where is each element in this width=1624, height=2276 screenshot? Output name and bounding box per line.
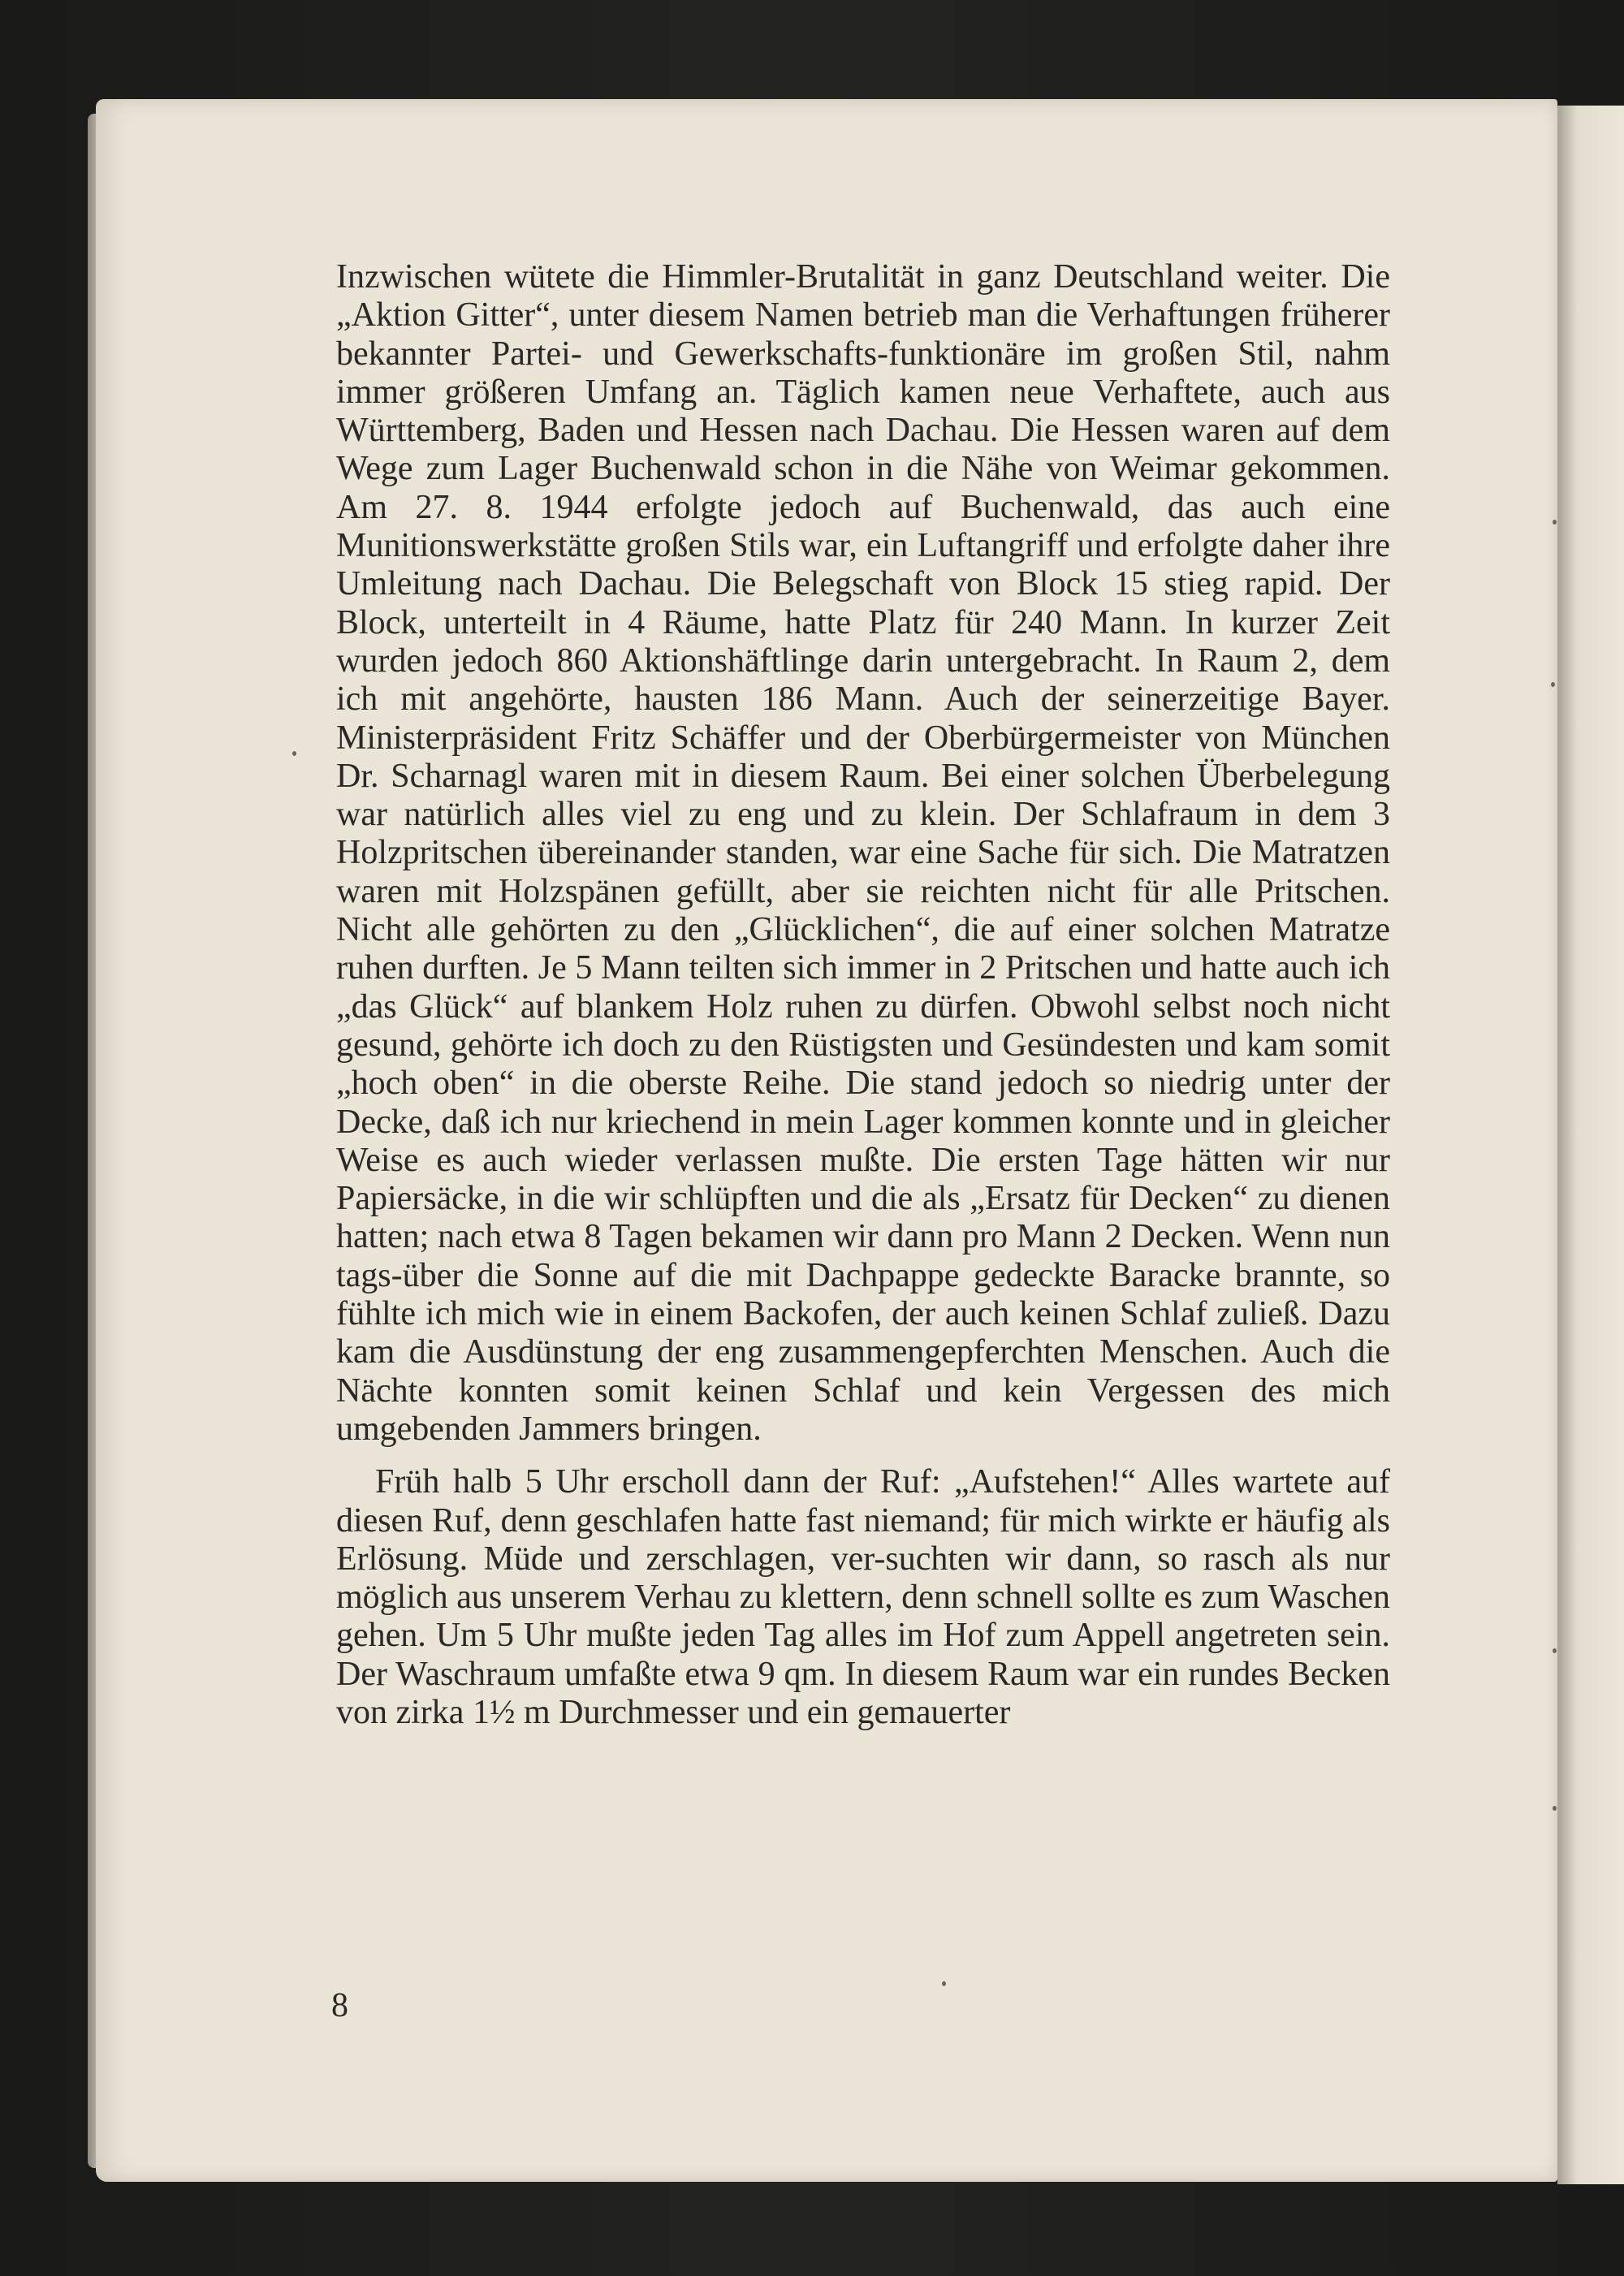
paper-speck [942,1981,946,1986]
paper-speck [1553,1648,1557,1653]
paper-speck [1553,1806,1557,1811]
paragraph-1: Inzwischen wütete die Himmler-Brutalität in ganz Deutschland weiter. Die „Aktion Gitter“, unter diesem Namen betrieb man die Verhaftungen früherer bekannter Partei- und Gewerkschafts-funktionäre im großen Stil, nahm immer größeren Umfang an. Täglich kamen neue Verhaftete, auch aus Württemberg, Baden und Hessen nach Dachau. Die Hessen waren auf dem Wege zum Lager Buchenwald schon in die Nähe von Weimar gekommen. Am 27. 8. 1944 erfolgte jedoch auf Buchenwald, das auch eine Munitionswerkstätte großen Stils war, ein Luftangriff und erfolgte daher ihre Umleitung nach Dachau. Die Belegschaft von Block 15 stieg rapid. Der Block, unterteilt in 4 Räume, hatte Platz für 240 Mann. In kurzer Zeit wurden jedoch 860 Aktionshäftlinge darin untergebracht. In Raum 2, dem ich mit angehörte, hausten 186 Mann. Auch der seinerzeitige Bayer. Ministerpräsident Fritz Schäffer und der Oberbürgermeister von München Dr. Scharnagl waren mit in diesem Raum. Bei einer solchen Überbelegung war natürlich alles viel zu eng und zu klein. Der Schlafraum in dem 3 Holzpritschen übereinander standen, war eine Sache für sich. Die Matratzen waren mit Holzspänen gefüllt, aber sie reichten nicht für alle Pritschen. Nicht alle gehörten zu den „Glücklichen“, die auf einer solchen Matratze ruhen durften. Je 5 Mann teilten sich immer in 2 Pritschen und hatte auch ich „das Glück“ auf blankem Holz ruhen zu dürfen. Obwohl selbst noch nicht gesund, gehörte ich doch zu den Rüstigsten und Gesündesten und kam somit „hoch oben“ in die oberste Reihe. Die stand jedoch so niedrig unter der Decke, daß ich nur kriechend in mein Lager kommen konnte und in gleicher Weise es auch wieder verlassen mußte. Die ersten Tage hätten wir nur Papiersäcke, in die wir schlüpften und die als „Ersatz für Decken“ zu dienen hatten; nach etwa 8 Tagen bekamen wir dann pro Mann 2 Decken. Wenn nun tags-über die Sonne auf die mit Dachpappe gedeckte Baracke brannte, so fühlte ich mich wie in einem Backofen, der auch keinen Schlaf zuließ. Dazu kam die Ausdünstung der eng zusammengepferchten Menschen. Auch die Nächte konnten somit keinen Schlaf und kein Vergessen des mich umgebenden Jammers bringen. [336,258,1390,1448]
body-text [336,258,1390,1732]
paragraph-2: Früh halb 5 Uhr erscholl dann der Ruf: „Aufstehen!“ Alles wartete auf diesen Ruf, denn geschlafen hatte fast niemand; für mich wirkte er häufig als Erlösung. Müde und zerschlagen, ver-suchten wir dann, so rasch als nur möglich aus unserem Verhau zu klettern, denn schnell sollte es zum Waschen gehen. Um 5 Uhr mußte jeden Tag alles im Hof zum Appell angetreten sein. Der Waschraum umfaßte etwa 9 qm. In diesem Raum war ein rundes Becken von zirka 1½ m Durchmesser und ein gemauerter [336,1463,1390,1731]
paper-speck [1551,682,1555,687]
paper-speck [292,751,296,756]
paper-speck [1553,520,1557,525]
page-number: 8 [331,1987,348,2024]
facing-page-edge [1557,106,1624,2184]
